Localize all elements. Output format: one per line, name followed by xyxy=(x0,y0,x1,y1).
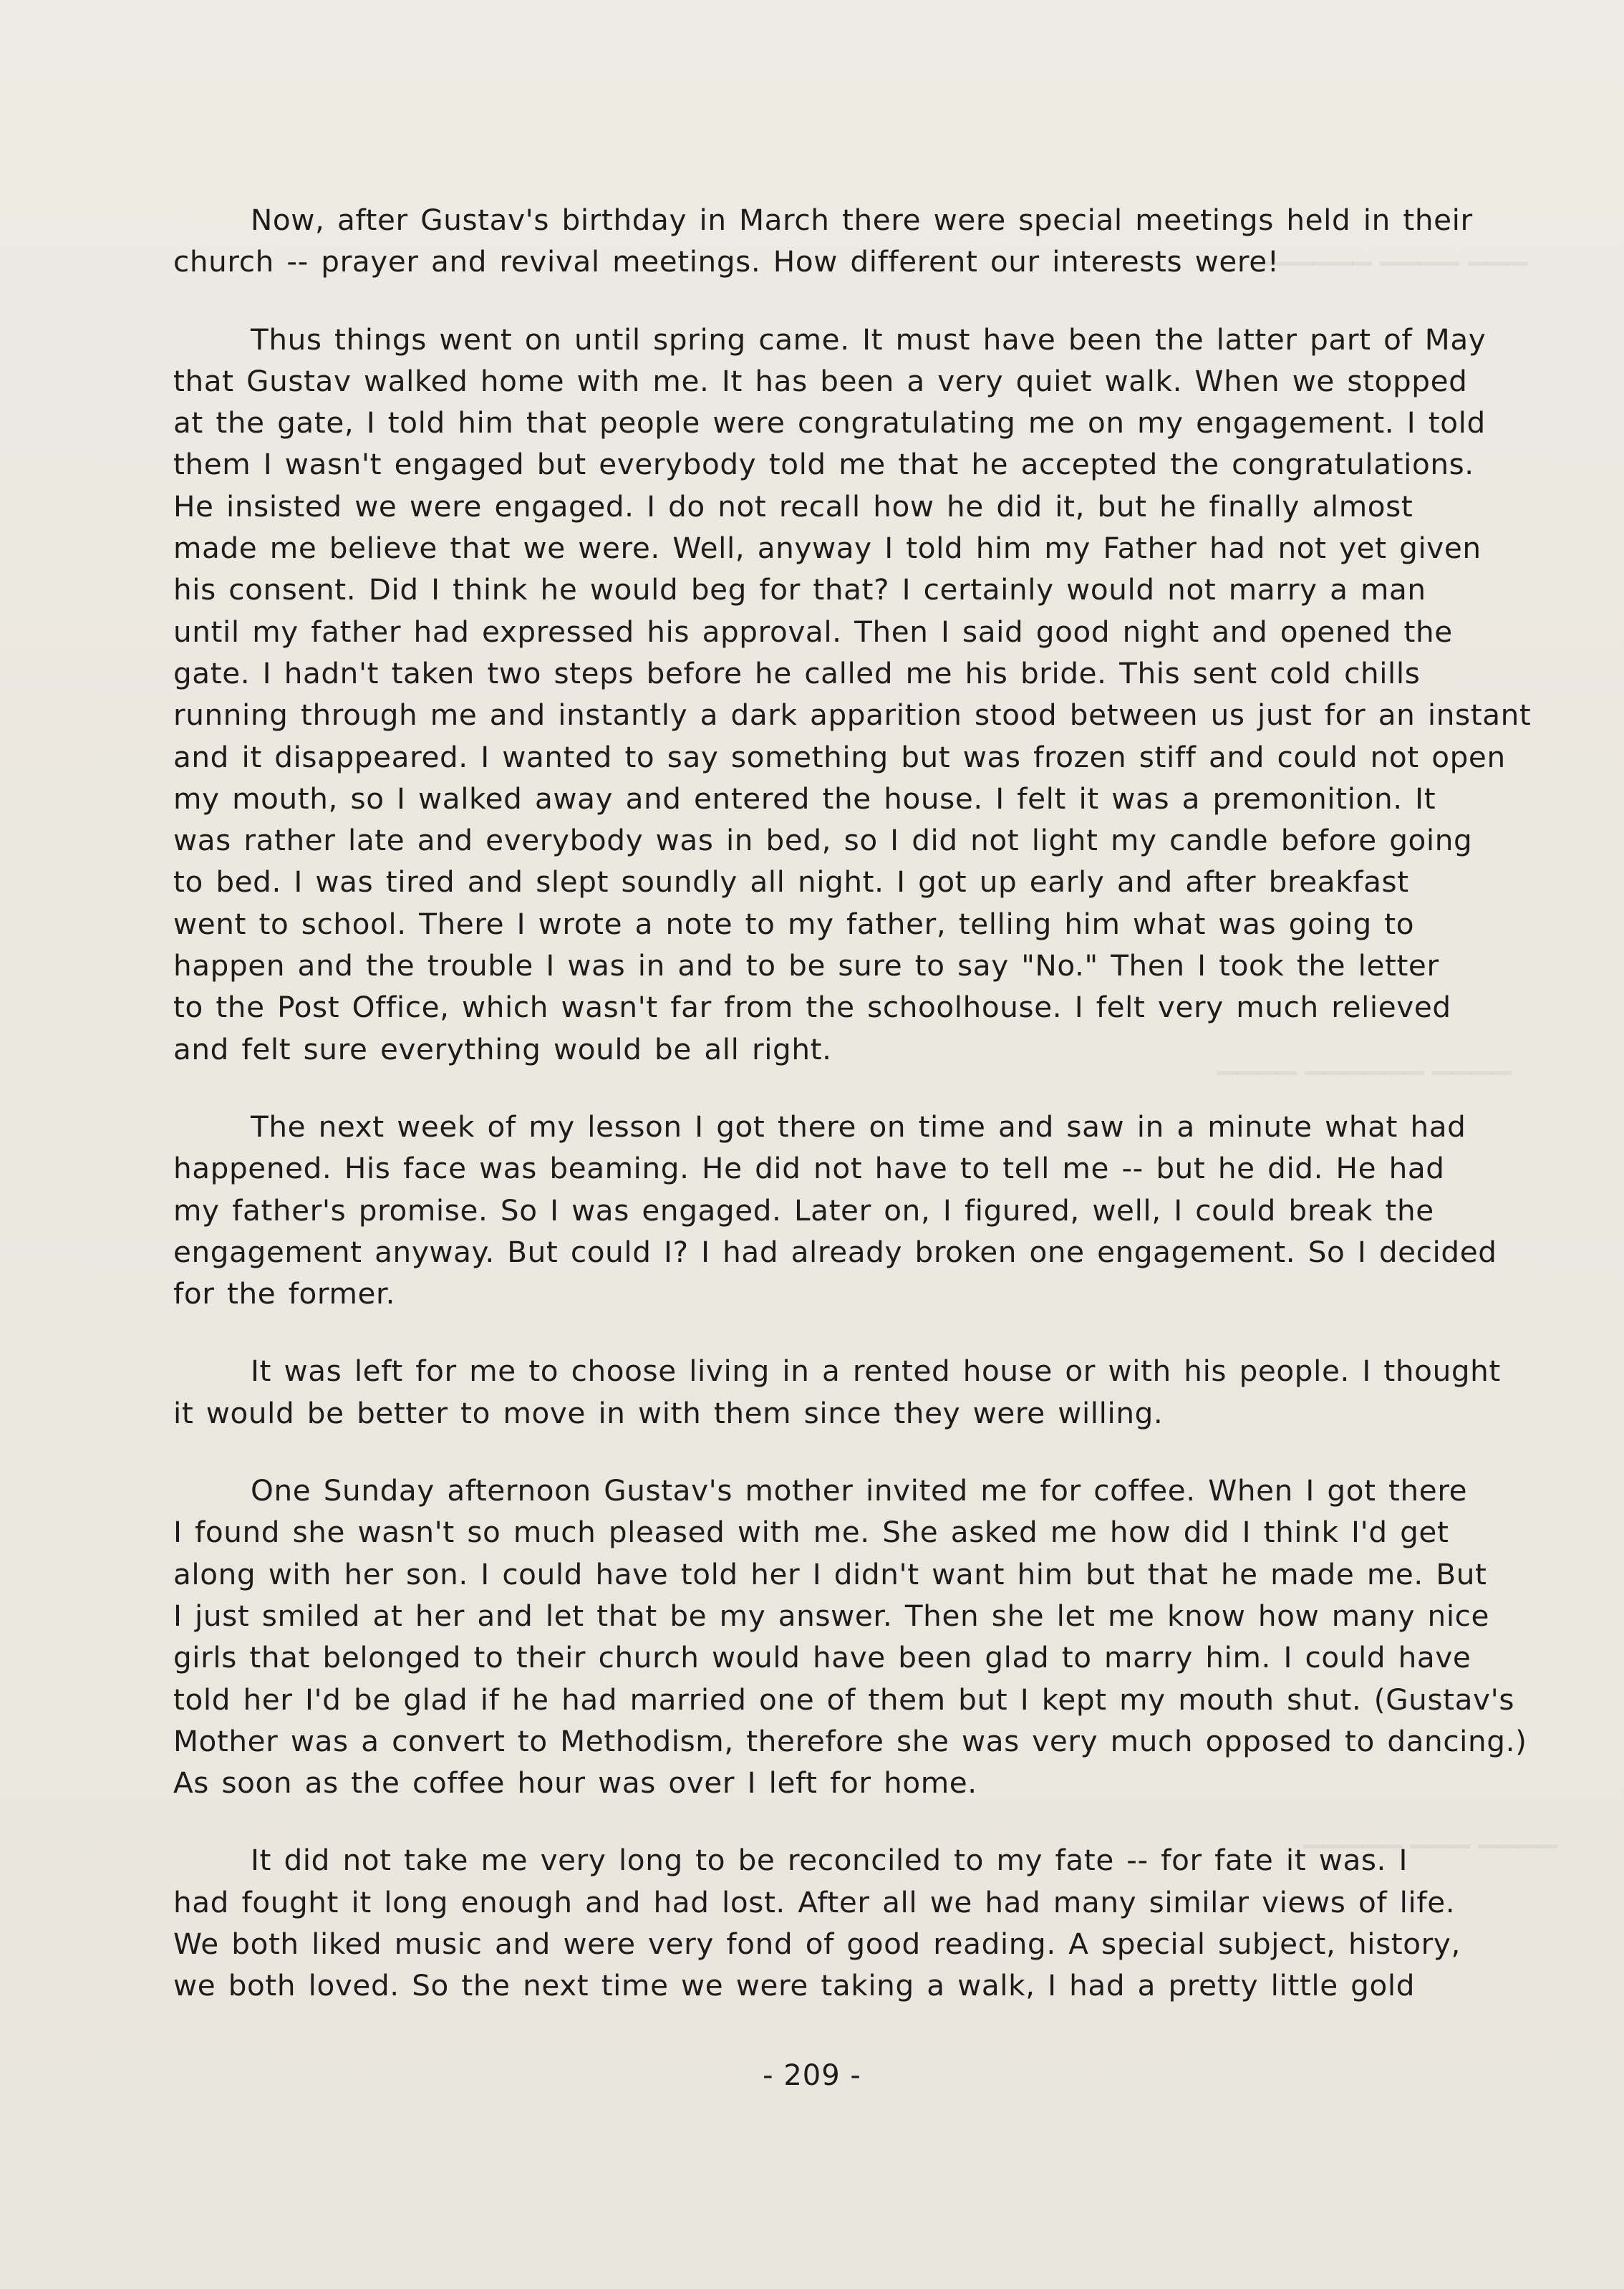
text-line: church -- prayer and revival meetings. How different our interests were! xyxy=(173,244,1280,279)
text-line: until my father had expressed his approval. Then I said good night and opened the xyxy=(173,614,1453,649)
bleed-through-texture: ▁▁▁▁▁ ▁▁▁ ▁▁▁▁ xyxy=(1303,1819,1558,1849)
bleed-through-texture: ▁▁▁▁▁▁ ▁▁▁▁ ▁▁▁ xyxy=(1253,236,1527,266)
text-line: that Gustav walked home with me. It has been a very quiet walk. When we stopped xyxy=(173,363,1468,398)
text-line: running through me and instantly a dark apparition stood between us just for an instant xyxy=(173,698,1532,733)
text-line: engagement anyway. But could I? I had already broken one engagement. So I decided xyxy=(173,1234,1497,1269)
text-line: I just smiled at her and let that be my answer. Then she let me know how many nice xyxy=(173,1598,1490,1633)
text-line: and it disappeared. I wanted to say something but was frozen stiff and could not open xyxy=(173,739,1506,774)
text-line: As soon as the coffee hour was over I left for home. xyxy=(173,1765,977,1801)
text-line: One Sunday afternoon Gustav's mother invited me for coffee. When I got there xyxy=(251,1473,1468,1508)
text-line: his consent. Did I think he would beg for that? I certainly would not marry a man xyxy=(173,572,1426,607)
text-line: it would be better to move in with them since they were willing. xyxy=(173,1395,1164,1430)
text-line: told her I'd be glad if he had married one of them but I kept my mouth shut. (Gustav's xyxy=(173,1682,1515,1717)
page-number: - 209 - xyxy=(763,2059,861,2092)
text-line: He insisted we were engaged. I do not recall how he did it, but he finally almost xyxy=(173,488,1413,524)
text-line: went to school. There I wrote a note to my father, telling him what was going to xyxy=(173,906,1415,941)
text-line: and felt sure everything would be all right. xyxy=(173,1031,832,1066)
text-line: It was left for me to choose living in a rented house or with his people. I thought xyxy=(251,1354,1501,1389)
text-line: I found she wasn't so much pleased with me. She asked me how did I think I'd get xyxy=(173,1515,1449,1550)
text-line: happened. His face was beaming. He did not have to tell me -- but he did. He had xyxy=(173,1151,1445,1186)
text-line: gate. I hadn't taken two steps before he called me his bride. This sent cold chills xyxy=(173,655,1421,690)
paragraph-5 xyxy=(173,1470,1570,1803)
text-line: happen and the trouble I was in and to be sure to say "No." Then I took the letter xyxy=(173,948,1439,983)
paragraph-1 xyxy=(173,199,1570,283)
text-line: to bed. I was tired and slept soundly all night. I got up early and after breakfast xyxy=(173,864,1409,900)
text-line: my father's promise. So I was engaged. Later on, I figured, well, I could break the xyxy=(173,1192,1434,1228)
text-line: for the former. xyxy=(173,1276,396,1311)
text-line: had fought it long enough and had lost. After all we had many similar views of life. xyxy=(173,1884,1456,1919)
text-line: was rather late and everybody was in bed, so I did not light my candle before going xyxy=(173,823,1473,858)
text-line: It did not take me very long to be reconciled to my fate -- for fate it was. I xyxy=(251,1843,1408,1878)
text-line: The next week of my lesson I got there on time and saw in a minute what had xyxy=(251,1109,1466,1144)
text-line: along with her son. I could have told her I didn't want him but that he made me. But xyxy=(173,1556,1487,1591)
paragraph-2 xyxy=(173,319,1570,1070)
text-line: Thus things went on until spring came. It must have been the latter part of May xyxy=(251,322,1487,357)
text-line: my mouth, so I walked away and entered the house. I felt it was a premonition. It xyxy=(173,781,1436,816)
paragraph-3 xyxy=(173,1106,1570,1314)
text-line: We both liked music and were very fond of good reading. A special subject, history, xyxy=(173,1926,1461,1961)
body-text xyxy=(173,199,1570,2043)
text-line: made me believe that we were. Well, anyway I told him my Father had not yet given xyxy=(173,531,1482,566)
text-line: Mother was a convert to Methodism, therefore she was very much opposed to dancing.) xyxy=(173,1723,1527,1758)
text-line: to the Post Office, which wasn't far from the schoolhouse. I felt very much relieved xyxy=(173,990,1451,1025)
text-line: at the gate, I told him that people were congratulating me on my engagement. I told xyxy=(173,405,1486,440)
bleed-through-texture: ▁▁▁▁ ▁▁▁▁▁▁ ▁▁▁▁ xyxy=(1217,1046,1512,1075)
paragraph-4 xyxy=(173,1350,1570,1434)
text-line: we both loved. So the next time we were taking a walk, I had a pretty little gold xyxy=(173,1968,1416,2003)
text-line: girls that belonged to their church would have been glad to marry him. I could have xyxy=(173,1640,1471,1675)
text-line: them I wasn't engaged but everybody told me that he accepted the congratulations. xyxy=(173,447,1474,482)
paragraph-6 xyxy=(173,1839,1570,2006)
text-line: Now, after Gustav's birthday in March there were special meetings held in their xyxy=(251,203,1473,237)
